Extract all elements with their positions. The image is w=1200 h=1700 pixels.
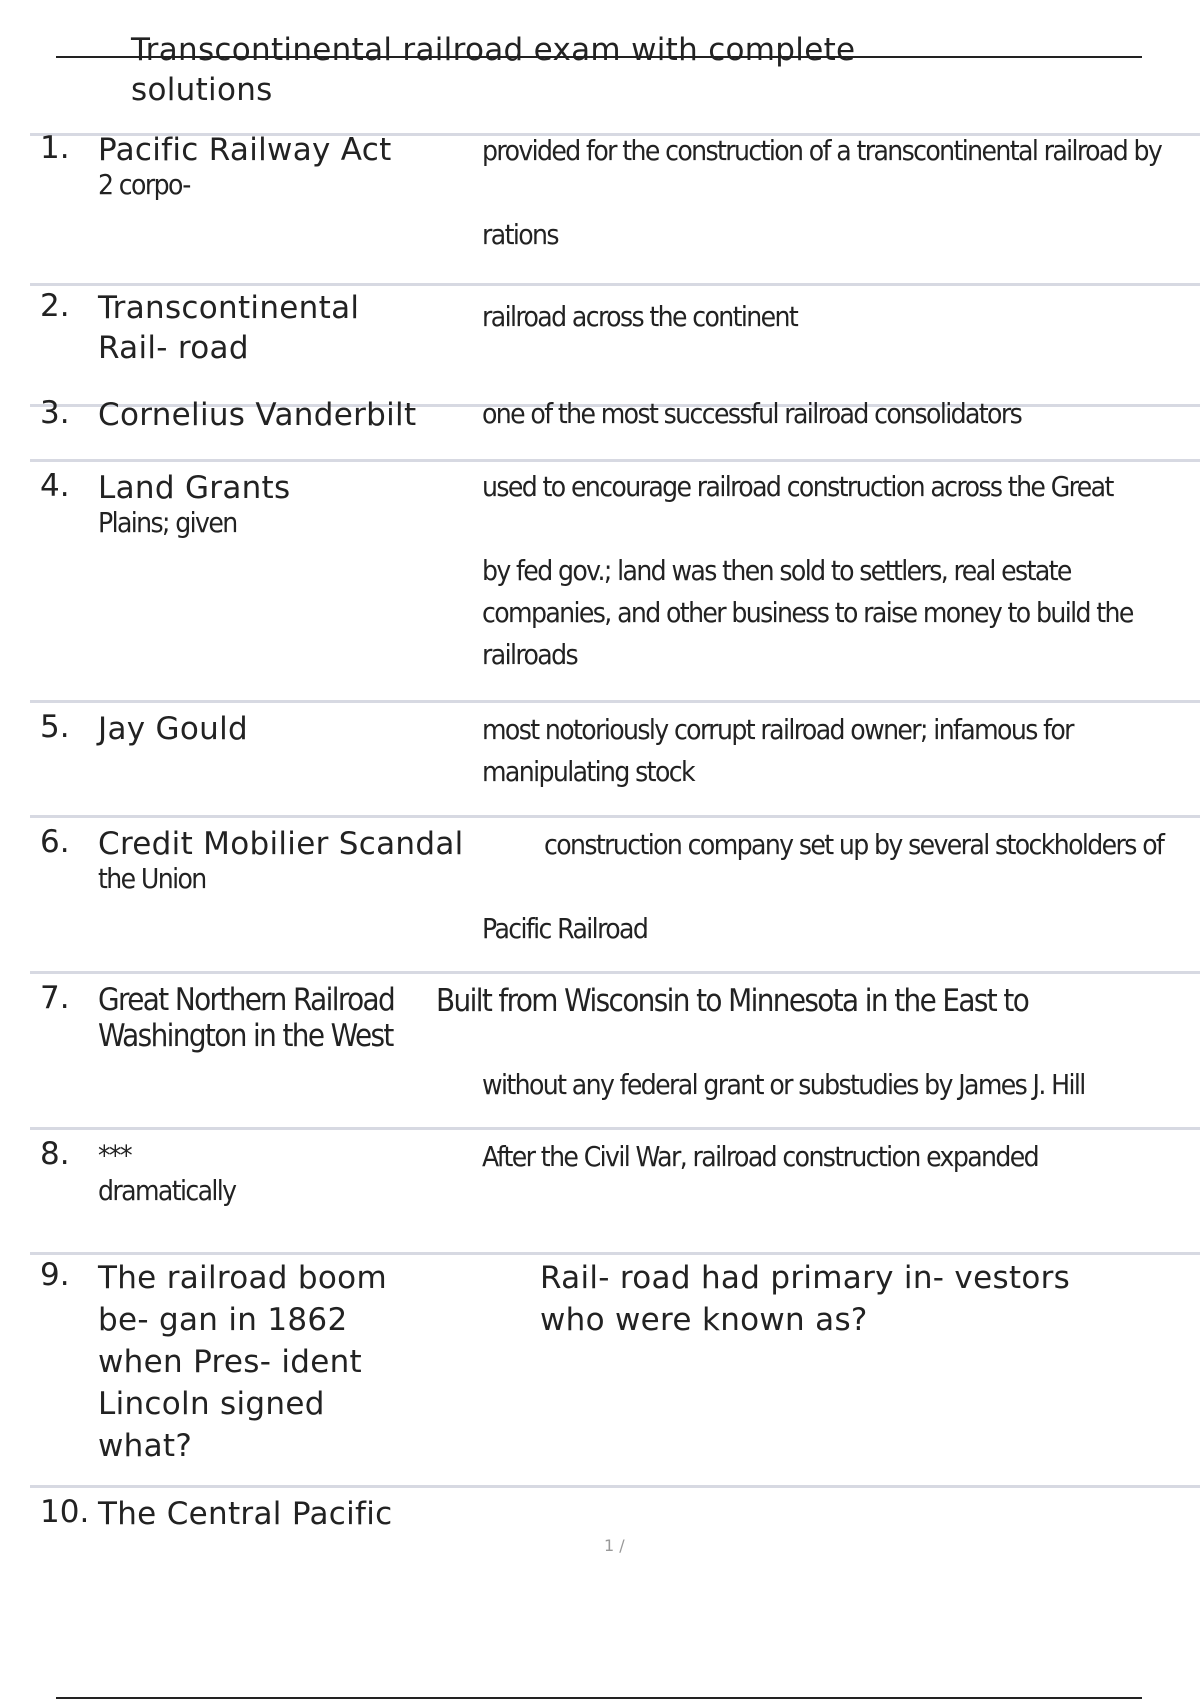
term-line: Lincoln signed [98, 1386, 325, 1422]
definition-line [482, 980, 1085, 1022]
card-term: *** [98, 1139, 131, 1172]
card-definition-inline: construction company set up by several stockholders of [544, 828, 1164, 861]
definition-line [482, 824, 647, 866]
card-definition [482, 393, 1021, 435]
definition-line: manipulating stock [482, 755, 694, 788]
flashcard-9 [30, 1252, 1200, 1485]
card-number: 4. [40, 468, 70, 504]
card-number: 5. [40, 709, 70, 745]
flashcard-3 [30, 395, 1200, 459]
definition-line: without any federal grant or substudies by James J. Hill [482, 1068, 1085, 1101]
definition-line: Rail- road had primary in- vestors [540, 1260, 1071, 1296]
card-number: 6. [40, 824, 70, 860]
definition-line: After the Civil War, railroad construction expanded [482, 1140, 1039, 1173]
flashcard-5 [30, 700, 1200, 815]
card-term: The Central Pacific [98, 1496, 393, 1532]
card-definition [482, 466, 1133, 676]
card-term: Land Grants [98, 470, 291, 506]
card-definition [482, 130, 1161, 256]
card-definition [482, 824, 647, 950]
card-term [98, 288, 359, 368]
flashcard-list [30, 130, 1200, 1545]
definition-line [482, 1022, 1085, 1064]
card-term-continuation: Washington in the West [98, 1018, 393, 1054]
term-line: what? [98, 1428, 193, 1464]
card-term-continuation: dramatically [98, 1174, 236, 1207]
card-term-continuation: the Union [98, 862, 206, 895]
card-definition [540, 1257, 1070, 1341]
footer-rule [56, 1697, 1142, 1699]
card-number: 8. [40, 1136, 70, 1172]
flashcard-2 [30, 283, 1200, 404]
card-number: 2. [40, 288, 70, 324]
card-number: 3. [40, 395, 70, 431]
document-title [131, 30, 855, 110]
definition-line [482, 508, 1133, 550]
term-line: be- gan in 1862 [98, 1302, 348, 1338]
definition-line: by fed gov.; land was then sold to settlers, real estate [482, 554, 1071, 587]
card-definition [482, 980, 1085, 1106]
definition-line: rations [482, 218, 558, 251]
definition-line: railroads [482, 638, 578, 671]
flashcard-4 [30, 459, 1200, 700]
flashcard-1 [30, 130, 1200, 283]
definition-line: companies, and other business to raise money to build the [482, 596, 1133, 629]
card-definition [482, 709, 1073, 793]
flashcard-6 [30, 815, 1200, 971]
term-line: The railroad boom [98, 1260, 387, 1296]
definition-line [482, 866, 647, 908]
definition-line [482, 172, 1161, 214]
card-term-continuation: Plains; given [98, 506, 237, 539]
card-number: 10. [40, 1494, 90, 1530]
card-definition [482, 1136, 1038, 1178]
card-term-continuation: 2 corpo- [98, 168, 190, 201]
card-term: Pacific Railway Act [98, 132, 392, 168]
term-line: Transcontinental [98, 290, 360, 326]
flashcard-7 [30, 971, 1200, 1127]
definition-line: one of the most successful railroad consolidators [482, 397, 1022, 430]
card-number: 9. [40, 1257, 70, 1293]
card-term: Cornelius Vanderbilt [98, 397, 417, 433]
card-term: Great Northern Railroad [98, 982, 395, 1018]
title-line-1: Transcontinental railroad exam with complete [131, 32, 856, 68]
definition-line: who were known as? [540, 1302, 868, 1338]
definition-line: used to encourage railroad construction across the Great [482, 470, 1113, 503]
card-number: 1. [40, 130, 70, 166]
card-definition-inline: Built from Wisconsin to Minnesota in the East to [436, 983, 1029, 1019]
term-line: when Pres- ident [98, 1344, 363, 1380]
card-term: Jay Gould [98, 711, 248, 747]
card-number: 7. [40, 980, 70, 1016]
card-definition [482, 296, 797, 338]
card-term: Credit Mobilier Scandal [98, 826, 464, 862]
definition-line: most notoriously corrupt railroad owner; infamous for [482, 713, 1073, 746]
card-term [98, 1257, 387, 1467]
definition-line: railroad across the continent [482, 300, 798, 333]
flashcard-8 [30, 1127, 1200, 1252]
definition-line: provided for the construction of a transcontinental railroad by [482, 134, 1162, 167]
title-line-2: solutions [131, 72, 273, 108]
page-number: 1 / [604, 1536, 625, 1555]
term-line: Rail- road [98, 330, 249, 366]
definition-line: Pacific Railroad [482, 912, 648, 945]
